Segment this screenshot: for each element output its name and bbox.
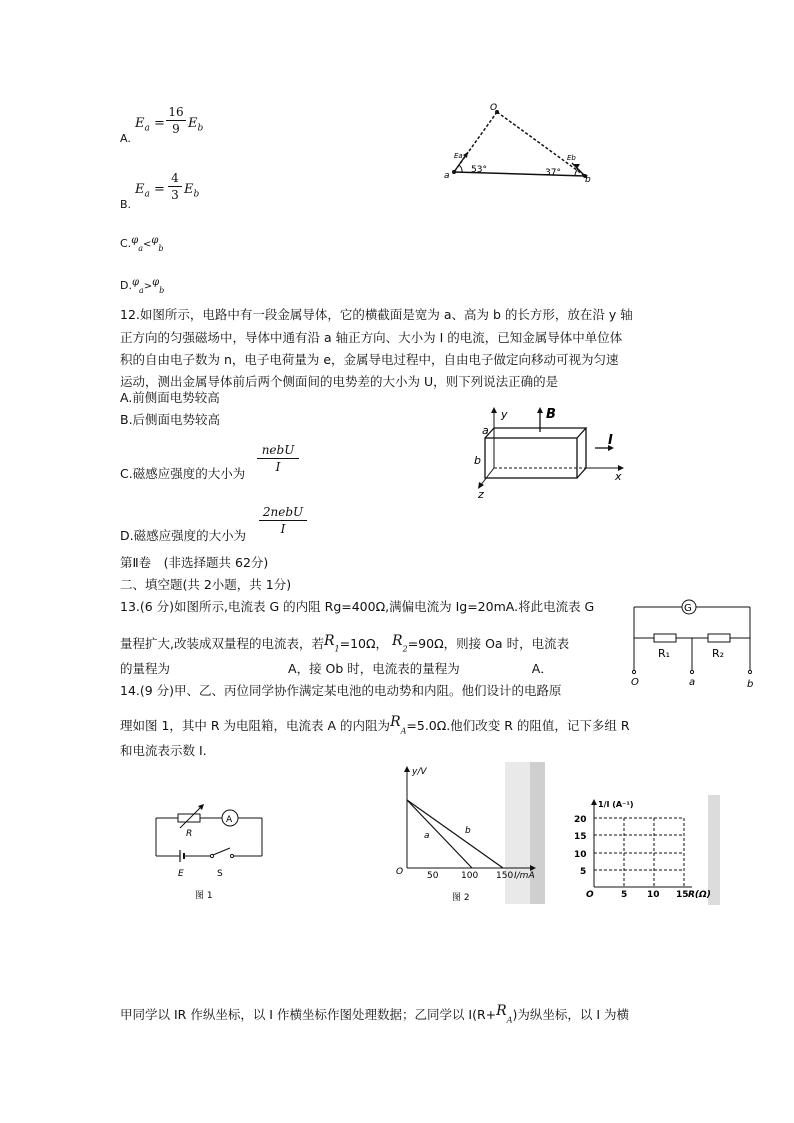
y-axis-label: y/V bbox=[412, 767, 427, 777]
q13-line-2-text: 量程扩大,改装成双量程的电流表，若 bbox=[120, 636, 324, 651]
q12-d-fraction bbox=[259, 504, 307, 537]
q12-option-d: D.磁感应强度的大小为 bbox=[120, 528, 247, 543]
label-a: a bbox=[444, 171, 450, 181]
origin-label: O bbox=[396, 867, 404, 877]
resistor-r2 bbox=[708, 634, 730, 642]
label-o: O bbox=[490, 103, 498, 113]
r1-sub: 1 bbox=[334, 644, 340, 654]
scan-shading bbox=[708, 795, 720, 905]
math-sub: b bbox=[158, 244, 164, 254]
angle-arc-a bbox=[459, 165, 462, 172]
math-sub: a bbox=[138, 244, 143, 254]
math-sub: a bbox=[144, 123, 150, 134]
label-s: S bbox=[217, 869, 223, 879]
denominator: I bbox=[275, 460, 281, 474]
x-axis-label: R(Ω) bbox=[688, 890, 711, 900]
y-arrowhead bbox=[404, 766, 410, 772]
label-b: b bbox=[474, 454, 481, 467]
r1-value: =10Ω， bbox=[339, 636, 389, 651]
tick-10: 10 bbox=[574, 850, 587, 860]
q12-conductor-figure bbox=[470, 402, 630, 502]
math-sub: a bbox=[144, 189, 150, 200]
q12-line-2: 正方向的匀强磁场中，导体中通有沿 a 轴正方向、大小为 I 的电流，已知金属导体中单位体 bbox=[120, 330, 623, 345]
q12-c-fraction bbox=[257, 442, 299, 475]
q13-range-mid: A，接 Ob 时，电流表的量程为 bbox=[288, 661, 460, 676]
q12-line-3: 积的自由电子数为 n，电子电荷量为 e，金属导电过程中，自由电子做定向移动可视为匀速 bbox=[120, 352, 619, 367]
q11-option-b bbox=[120, 170, 240, 214]
angle-label-b: 37° bbox=[545, 168, 561, 178]
q11-triangle-figure bbox=[440, 100, 600, 185]
q12-option-c: C.磁感应强度的大小为 bbox=[120, 466, 246, 481]
label-eb: Eb bbox=[567, 154, 576, 162]
label-r1: R₁ bbox=[658, 647, 671, 660]
y-arrowhead bbox=[491, 407, 497, 413]
label-e: E bbox=[178, 869, 184, 879]
math-phi: φ bbox=[131, 277, 139, 288]
q14-figure-1-circuit bbox=[150, 800, 270, 900]
ra-symbol: R bbox=[496, 1003, 507, 1019]
caption-fig1: 图 1 bbox=[195, 891, 213, 900]
label-b: b bbox=[585, 175, 591, 185]
tick-50: 50 bbox=[427, 871, 439, 881]
q13-line-1: 13.(6 分)如图所示,电流表 G 的内阻 Rg=400Ω,满偏电流为 Ig=20mA.将此电流表 G bbox=[120, 599, 595, 614]
label-ea: Ea bbox=[454, 152, 463, 160]
label-g: G bbox=[684, 603, 692, 614]
q11-a-fraction bbox=[166, 104, 186, 137]
line-b bbox=[407, 800, 503, 868]
math-rel: < bbox=[142, 239, 152, 250]
option-letter: B. bbox=[120, 198, 132, 211]
z-axis bbox=[480, 468, 494, 486]
q11-b-fraction bbox=[168, 170, 182, 203]
line-b-label: b bbox=[465, 826, 471, 836]
q12-line-1: 12.如图所示，电路中有一段金属导体，它的横截面是宽为 a、高为 b 的长方形，放在沿 y 轴 bbox=[120, 307, 633, 322]
tick-x15: 15 bbox=[676, 890, 689, 900]
math-sub: a bbox=[138, 286, 144, 296]
tick-x5: 5 bbox=[621, 890, 628, 900]
q14-line-2-rest: =5.0Ω.他们改变 R 的阻值，记下多组 R bbox=[406, 718, 630, 733]
r2-sub: 2 bbox=[402, 644, 408, 654]
label-a: A bbox=[226, 815, 233, 825]
q13-range-end: A． bbox=[531, 661, 553, 676]
numerator: nebU bbox=[261, 443, 295, 457]
option-letter: D. bbox=[120, 279, 132, 292]
line-a bbox=[407, 800, 472, 868]
ob-dashed-line bbox=[497, 112, 585, 176]
label-x: x bbox=[615, 470, 622, 483]
x-axis-label: I/mA bbox=[514, 871, 535, 881]
section-2-title: 第Ⅱ卷 (非选择题共 62分) bbox=[120, 555, 269, 570]
b-arrowhead bbox=[537, 407, 543, 413]
q14-figure-3-grid bbox=[560, 795, 720, 905]
q11-option-a bbox=[120, 104, 240, 148]
label-o: O bbox=[631, 677, 639, 688]
label-r2: R₂ bbox=[712, 647, 725, 660]
ra-sub: A bbox=[506, 1015, 513, 1025]
q14-bottom-line bbox=[120, 999, 629, 1033]
ra-sub: A bbox=[400, 726, 407, 736]
q12-option-a: A.前侧面电势较高 bbox=[120, 390, 220, 405]
math-lhs: E bbox=[135, 116, 145, 131]
q14-bottom-text: 甲同学以 IR 作纵坐标，以 I 作横坐标作图处理数据；乙同学以 I(R+ bbox=[120, 1007, 497, 1022]
q11-option-d: D.$^\varphi_a$>$^\varphi_b$ bbox=[120, 277, 165, 296]
denominator: 9 bbox=[172, 122, 180, 136]
label-a: a bbox=[482, 424, 489, 437]
label-z: z bbox=[478, 488, 484, 501]
math-eq: = bbox=[149, 116, 165, 131]
math-rel: > bbox=[143, 281, 153, 292]
q12-option-b: B.后侧面电势较高 bbox=[120, 412, 221, 427]
box-front-face bbox=[485, 438, 577, 478]
q13-ammeter-circuit bbox=[628, 592, 758, 688]
math-rhs: E bbox=[184, 182, 194, 197]
resistor-r1 bbox=[654, 634, 676, 642]
line-a-label: a bbox=[424, 831, 430, 841]
terminal-b bbox=[748, 670, 751, 673]
scan-shading bbox=[530, 762, 545, 904]
tick-5: 5 bbox=[580, 867, 587, 877]
q14-figure-2-graph bbox=[390, 762, 545, 904]
q11-option-c: C.$^\varphi_a$<$^\varphi_b$ bbox=[120, 235, 164, 254]
q12-line-4: 运动，测出金属导体前后两个侧面间的电势差的大小为 U，则下列说法正确的是 bbox=[120, 374, 559, 389]
ra-symbol: R bbox=[390, 714, 401, 730]
tick-100: 100 bbox=[461, 871, 479, 881]
r2-symbol: R bbox=[392, 633, 403, 649]
terminal-a bbox=[690, 670, 693, 673]
label-a: a bbox=[689, 677, 696, 688]
r1-symbol: R bbox=[323, 633, 335, 649]
q14-line-2-text: 理如图 1，其中 R 为电阻箱，电流表 A 的内阻为 bbox=[120, 718, 391, 733]
fill-in-heading: 二、填空题(共 2小题，共 1分) bbox=[120, 577, 292, 592]
math-sub: b bbox=[159, 286, 165, 296]
q13-line-3 bbox=[120, 657, 553, 681]
numerator: 2nebU bbox=[262, 505, 304, 519]
label-y: y bbox=[501, 408, 508, 421]
terminal-o bbox=[632, 670, 635, 673]
r2-value: =90Ω，则接 Oa 时，电流表 bbox=[407, 636, 570, 651]
q13-range-label: 的量程为 bbox=[120, 661, 171, 676]
y-axis-label: 1/I (A⁻¹) bbox=[598, 800, 634, 809]
denominator: 3 bbox=[171, 188, 179, 202]
label-r: R bbox=[186, 829, 193, 839]
q14-line-1: 14.(9 分)甲、乙、丙位同学协作满定某电池的电动势和内阻。他们设计的电路原 bbox=[120, 683, 562, 698]
option-letter: A. bbox=[120, 132, 131, 145]
numerator: 4 bbox=[171, 171, 179, 185]
math-lhs: E bbox=[135, 182, 145, 197]
tick-15: 15 bbox=[574, 832, 587, 842]
denominator: I bbox=[280, 522, 286, 536]
y-arrowhead bbox=[591, 799, 597, 805]
label-b: b bbox=[747, 679, 754, 688]
origin-label: O bbox=[586, 890, 594, 900]
option-letter: C. bbox=[120, 237, 132, 250]
switch-lever bbox=[213, 848, 230, 855]
tick-20: 20 bbox=[574, 815, 587, 825]
q14-bottom-rest: )为纵坐标，以 I 为横 bbox=[512, 1007, 629, 1022]
tick-x10: 10 bbox=[647, 890, 660, 900]
tick-150: 150 bbox=[496, 871, 514, 881]
label-current: I bbox=[608, 433, 613, 448]
caption-fig2: 图 2 bbox=[452, 893, 470, 903]
rheostat-r bbox=[178, 814, 200, 822]
box-top-face bbox=[485, 428, 586, 438]
box-right-face bbox=[577, 428, 586, 478]
q14-line-3: 和电流表示数 I. bbox=[120, 743, 207, 758]
switch-contact bbox=[230, 854, 233, 857]
math-phi: φ bbox=[131, 235, 139, 246]
label-b-field: B bbox=[546, 407, 556, 422]
math-rhs: E bbox=[188, 116, 198, 131]
numerator: 16 bbox=[168, 105, 184, 119]
math-eq: = bbox=[149, 182, 165, 197]
math-sub: b bbox=[197, 123, 204, 134]
math-sub: b bbox=[193, 189, 200, 200]
angle-label-a: 53° bbox=[471, 165, 487, 175]
